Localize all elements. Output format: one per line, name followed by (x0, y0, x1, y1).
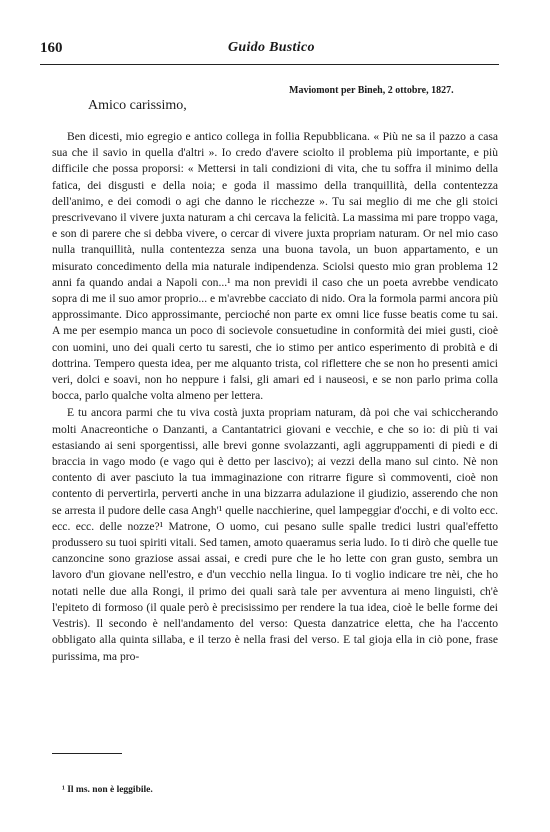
body-paragraph-2: E tu ancora parmi che tu viva costà juxta propriam naturam, dà poi che vai schiccherando molti Anacreontiche o Danzanti, a Cantantatrici giovani e vecchie, e che so io: di più ti vai estasiando ai seni sporgentissi, alle brevi gonne svolazzanti, agli aggruppamenti di piedi e di braccia in vago modo (e vago qui è detto per lascivo); ai vezzi della mano sul cinto. Nè non contento di aver pasciuto la tua immaginazione con ritrarre figure sì commoventi, cioè non contento di pervertirla, perverti anche in una bizzarra adulazione il giudizio, asserendo che non se arresta il pudore delle casa Angh'¹ quelle nacchierine, quel lampeggiar d'occhi, e di volto ecc. ecc. ecc. delle nozze?¹ Matrone, O uomo, cui pesano sulle spalle tredici lustri qual'effetto produssero su tuoi spiriti vitali. Sed tamen, amoto quaeramus seria ludo. Io ti dirò che quelle tue canzoncine sono graziose assai assai, e credi pure che le ho lette con gran gusto, sembra un lavoro d'un giovane nell'estro, e d'un vecchio nella lingua. Io ti voglio indicare tre nèi, che ho notati nelle due alla Rongi, il primo dei quali sarà tale per avventura ai meno linguisti, ch'è l'epiteto di formoso (il quale però è precisissimo per rendere la tua idea, cioè le belle forme dei Vestris). Il secondo è nell'andamento del verso: Questa danzatrice eletta, che ha l'accento obbligato alla quinta sillaba, e il terzo è nella frasi del verso. E tal gioja ella in ciò pone, frase purissima, ma pro- (52, 406, 498, 663)
footnote-rule (52, 753, 122, 754)
letter-body (52, 129, 498, 665)
letter-salutation: Amico carissimo, (88, 98, 187, 113)
footnote: ¹ Il ms. non è leggibile. (62, 785, 153, 795)
body-paragraph-1: Ben dicesti, mio egregio e antico collega in follia Repubblicana. « Più ne sa il pazzo a casa sua che il savio in quella d'altri ». Io credo d'avere sciolto il problema più importante, e più difficile che possa proporsi: « Mettersi in tali condizioni di vita, che tu soffra il minimo della fatica, dei disgusti e della noia; e goda il massimo della tranquillità, della contentezza dell'animo, e dei comodi o agi che danno le ricchezze ». Tu sai meglio di me che gli stoici prescrivevano il vivere juxta naturam a chi cercava la felicità. La massima mi pare troppo vaga, e son di parere che si debba vivere, o cercar di vivere juxta propriam naturam. Or nel mio caso nulla tranquillità, nulla contentezza senza una buona tavola, un buon appartamento, e un misurato concedimento della mia naturale indipendenza. Sciolsi questo mio gran problema 12 anni fa quando andai a Napoli con...¹ ma non previdi il caso che un poeta avrebbe vendicato sopra di me il suo amor proprio... e m'avrebbe cacciato di nido. Ora la formola parmi ancora più approssimante. Dico approssimante, percioché non parte ex omni lice fusse beatis come tu sai. A me per esempio manca un poco di socievole consuetudine in conformità dei miei gusti, cioè con uomini, uno dei quali certo tu saresti, che io stimo per antico esperimento di probità e di dottrina. Tempero questa idea, per me alquanto trista, col riflettere che se non ho presenti amici veri, dolci e soavi, non ho neppure i falsi, gli amari ed i nauseosi, e se non parlo prima colla bocca, parlo qualche volta almeno per lettera. (52, 130, 498, 403)
letter-dateline: Maviomont per Bineh, 2 ottobre, 1827. (289, 85, 454, 96)
page-header (40, 40, 498, 64)
header-rule (40, 64, 499, 65)
page-number: 160 (40, 40, 63, 56)
running-title: Guido Bustico (228, 40, 315, 55)
